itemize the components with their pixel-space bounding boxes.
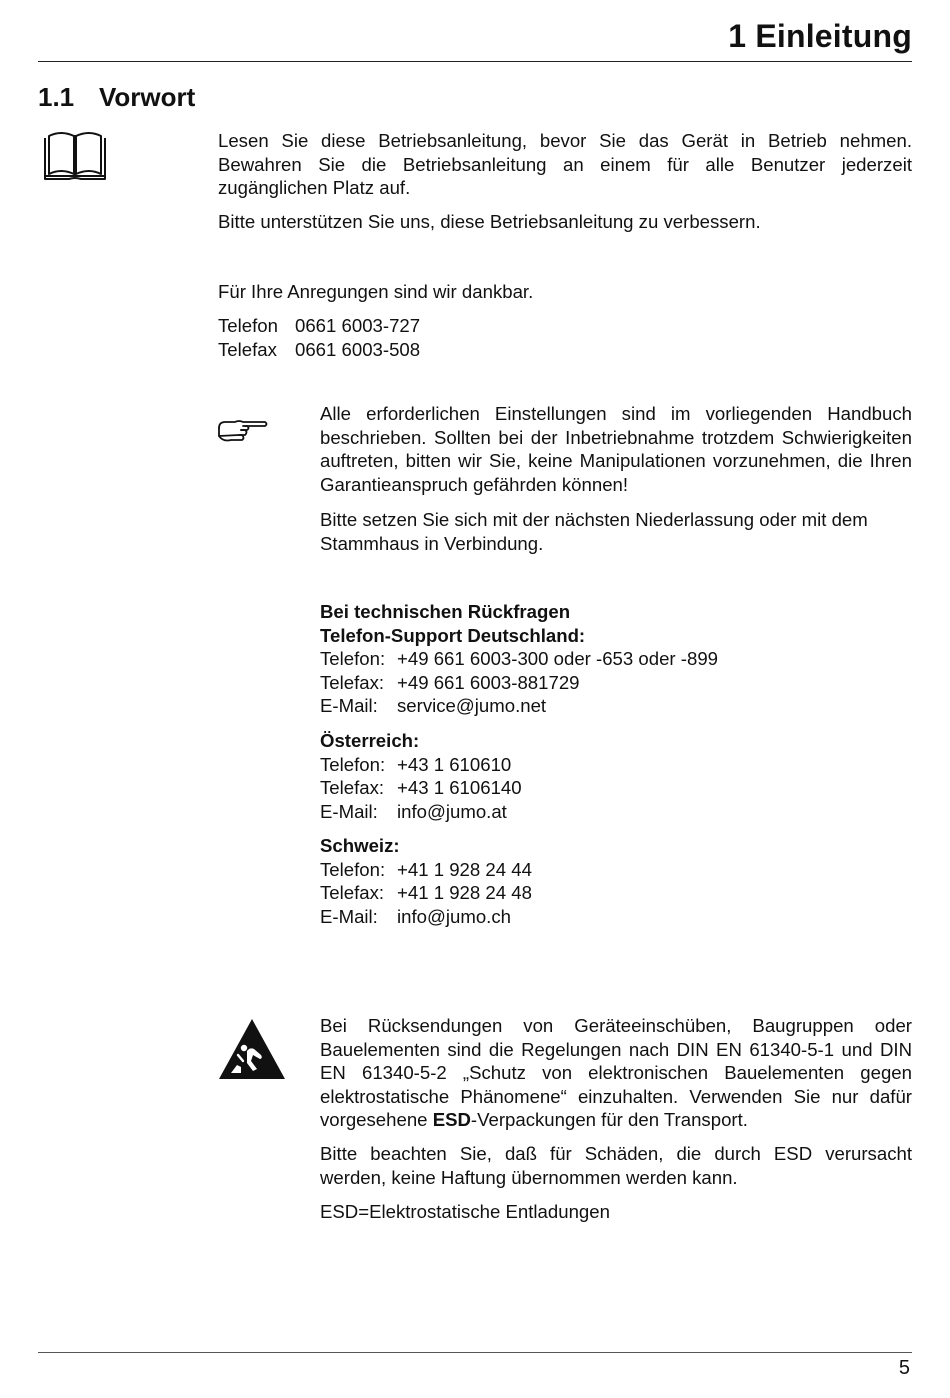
pointing-hand-icon: [217, 418, 269, 448]
contact-email: info@jumo.at: [397, 800, 507, 822]
note-paragraph-2: Bitte setzen Sie sich mit der nächsten Niederlassung oder mit dem Stammhaus in Verbindung.: [320, 509, 868, 554]
support-block: [320, 600, 912, 718]
contact-label: E-Mail:: [320, 905, 378, 927]
contact-value: +43 1 6106140: [397, 777, 522, 798]
esd-paragraph-2: Bitte beachten Sie, daß für Schäden, die durch ESD verursacht werden, keine Haftung übernommen werden kann.: [320, 1143, 912, 1188]
header-rule: [38, 61, 912, 62]
contact-row: [320, 694, 912, 718]
contact-label: Telefax:: [320, 882, 385, 903]
open-book-icon: [41, 130, 109, 182]
esd-text-before: Bei Rücksendungen von Geräteeinschüben, Baugruppen oder Bauelementen sind die Regelungen nach DIN EN 61340-5-1 und DIN EN 61340-5-2 „Schutz von elektronischen Bauelementen gegen elektrostatische Phänomene“ einzuhalten. Verwenden Sie nur dafür vorgesehene: [320, 1015, 912, 1130]
note-paragraph-1: Alle erforderlichen Einstellungen sind im vorliegenden Handbuch beschrieben. Sollten bei der Inbetriebnahme trotzdem Schwierigkeiten auftreten, bitten wir Sie, keine Manipulationen vorzunehmen, die Ihren Garantieanspruch gefährden können!: [320, 403, 912, 495]
support-germany-heading: Telefon-Support Deutschland:: [320, 624, 586, 646]
contact-value: +41 1 928 24 48: [397, 882, 532, 903]
contact-row: [218, 314, 912, 338]
contact-value: 0661 6003-508: [295, 338, 421, 360]
contact-label: Telefax:: [320, 777, 385, 798]
support-austria-heading: Österreich:: [320, 730, 420, 751]
intro-contacts: [218, 314, 912, 361]
chapter-title: 1 Einleitung: [728, 18, 912, 54]
contact-value: +49 661 6003-300 oder -653 oder -899: [397, 648, 718, 669]
contact-row: [218, 338, 912, 362]
contact-email: info@jumo.ch: [397, 905, 511, 927]
contact-label: E-Mail:: [320, 800, 378, 822]
contact-row: [320, 671, 912, 695]
contact-row: [320, 800, 912, 824]
contact-row: [320, 905, 912, 929]
contact-value: 0661 6003-727: [295, 315, 421, 336]
contact-row: [320, 776, 912, 800]
section-heading: [38, 82, 195, 113]
page-number: 5: [898, 1357, 910, 1379]
support-austria-block: [320, 729, 912, 823]
esd-paragraph-1: [320, 1014, 912, 1132]
support-switzerland-heading: Schweiz:: [320, 835, 400, 856]
contact-label: Telefax:: [320, 671, 385, 693]
esd-bold-term: ESD: [432, 1109, 471, 1130]
contact-label: Telefon:: [320, 648, 386, 669]
support-heading: Bei technischen Rückfragen: [320, 601, 571, 622]
contact-label: Telefon:: [320, 753, 386, 775]
contact-email: service@jumo.net: [397, 695, 547, 716]
contact-row: [320, 881, 912, 905]
esd-definition: ESD=Elektrostatische Entladungen: [320, 1201, 610, 1222]
footer-rule: [38, 1352, 912, 1353]
section-title: Vorwort: [99, 82, 196, 112]
support-switzerland-block: [320, 834, 912, 928]
contact-value: +41 1 928 24 44: [397, 858, 532, 880]
esd-text-after: -Verpackungen für den Transport.: [470, 1109, 748, 1130]
contact-value: +43 1 610610: [397, 753, 512, 775]
contact-label: E-Mail:: [320, 695, 378, 716]
contact-label: Telefon: [218, 315, 278, 336]
esd-warning-icon: [217, 1017, 287, 1081]
intro-paragraph-1: Lesen Sie diese Betriebsanleitung, bevor Sie das Gerät in Betrieb nehmen. Bewahren Sie die Betriebsanleitung an einem für alle Benutzer jederzeit zugänglichen Platz auf.: [218, 130, 912, 198]
contact-row: [320, 858, 912, 882]
intro-paragraph-3: Für Ihre Anregungen sind wir dankbar.: [218, 281, 534, 302]
contact-value: +49 661 6003-881729: [397, 671, 580, 693]
contact-row: [320, 753, 912, 777]
contact-label: Telefax: [218, 338, 277, 360]
intro-paragraph-2: Bitte unterstützen Sie uns, diese Betriebsanleitung zu verbessern.: [218, 211, 761, 232]
contact-label: Telefon:: [320, 858, 386, 880]
section-number: 1.1: [38, 82, 75, 112]
contact-row: [320, 647, 912, 671]
